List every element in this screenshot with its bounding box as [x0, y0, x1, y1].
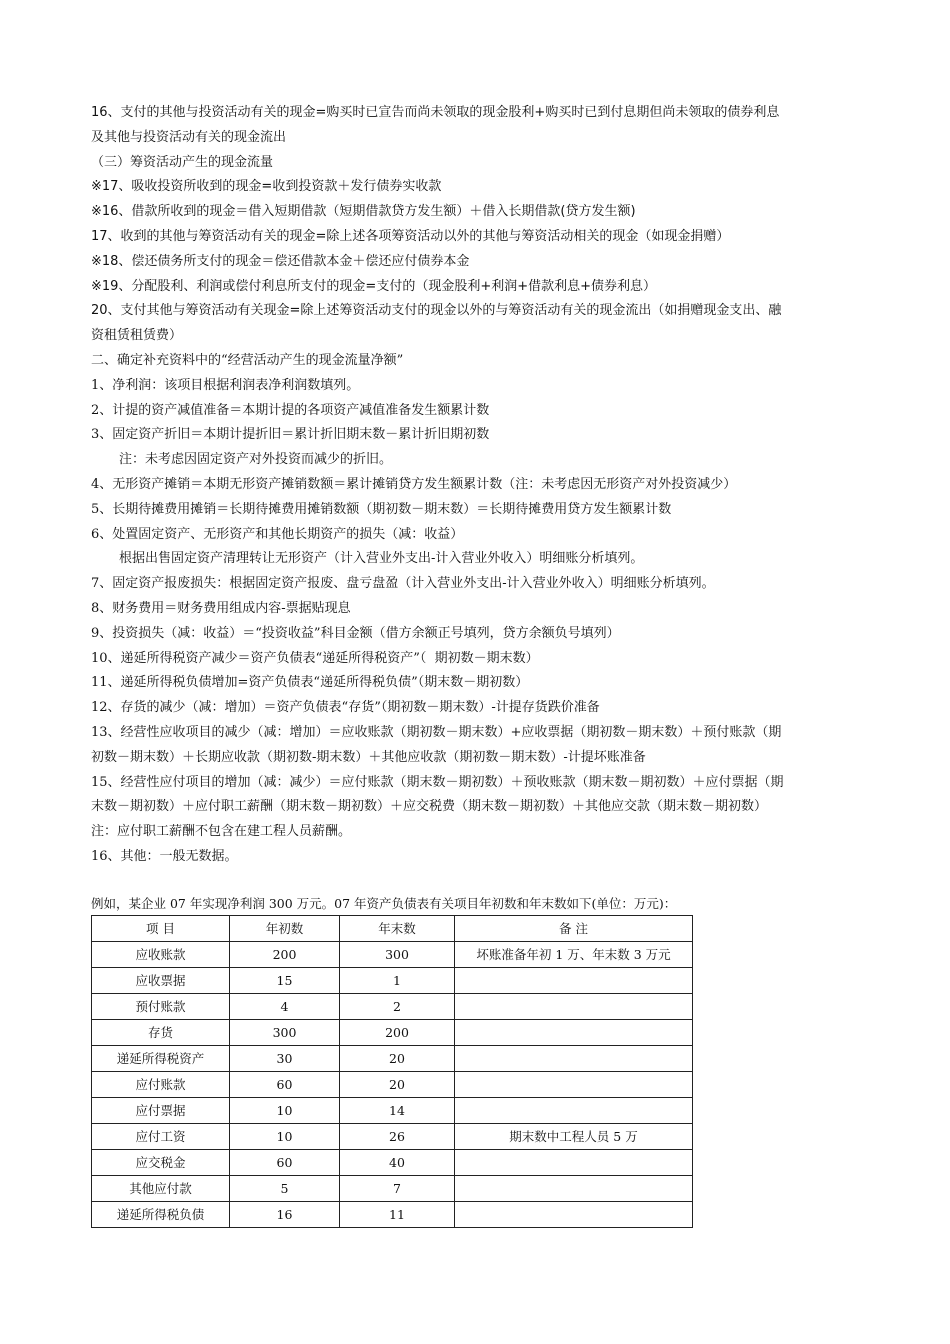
- cell-closing: 20: [340, 1071, 455, 1097]
- table-row: [92, 1019, 693, 1045]
- cell-remark: [455, 993, 693, 1019]
- text-line: ※18、偿还债务所支付的现金＝偿还借款本金＋偿还应付债券本金: [91, 253, 470, 269]
- table-row: [92, 1071, 693, 1097]
- table-body: [92, 941, 693, 1227]
- cell-opening: 60: [230, 1149, 340, 1175]
- cell-closing: 2: [340, 993, 455, 1019]
- example-intro: 例如，某企业 07 年实现净利润 300 万元。07 年资产负债表有关项目年初数和年末数如下(单位：万元)：: [91, 895, 677, 911]
- text-line: 3、固定资产折旧＝本期计提折旧＝累计折旧期末数－累计折旧期初数: [91, 427, 490, 443]
- document-page: [91, 101, 866, 1228]
- text-line: 1、净利润：该项目根据利润表净利润数填列。: [91, 377, 360, 393]
- table-header-row: [92, 915, 693, 941]
- text-line: 20、支付其他与筹资活动有关现金=除上述筹资活动支付的现金以外的与筹资活动有关的现金流出（如捐赠现金支出、融: [91, 303, 782, 319]
- text-line: 6、处置固定资产、无形资产和其他长期资产的损失（减：收益）: [91, 526, 464, 542]
- text-line: 2、计提的资产减值准备＝本期计提的各项资产减值准备发生额累计数: [91, 402, 490, 418]
- cell-item: 应付票据: [92, 1097, 230, 1123]
- cell-closing: 7: [340, 1175, 455, 1201]
- cell-item: 应付账款: [92, 1071, 230, 1097]
- cell-closing: 11: [340, 1201, 455, 1227]
- text-line: ※19、分配股利、利润或偿付利息所支付的现金=支付的（现金股利+利润+借款利息+债券利息）: [91, 278, 657, 294]
- header-closing: 年末数: [340, 915, 455, 941]
- balance-sheet-table: [91, 915, 693, 1228]
- text-line: 10、递延所得税资产减少＝资产负债表“递延所得税资产”（ 期初数－期末数）: [91, 650, 539, 666]
- text-line: 末数－期初数）＋应付职工薪酬（期末数－期初数）＋应交税费（期末数－期初数）＋其他应交款（期末数－期初数）: [91, 799, 768, 815]
- text-line: （三）筹资活动产生的现金流量: [91, 154, 274, 170]
- cell-remark: [455, 1045, 693, 1071]
- text-line: 注：未考虑因固定资产对外投资而减少的折旧。: [119, 452, 393, 468]
- cell-opening: 60: [230, 1071, 340, 1097]
- cell-remark: [455, 1201, 693, 1227]
- table-row: [92, 941, 693, 967]
- table-row: [92, 1045, 693, 1071]
- spacer: [91, 870, 866, 892]
- cell-item: 应付工资: [92, 1123, 230, 1149]
- cell-item: 递延所得税资产: [92, 1045, 230, 1071]
- cell-opening: 15: [230, 967, 340, 993]
- text-line: 13、经营性应收项目的减少（减：增加）＝应收账款（期初数－期末数）+应收票据（期初数－期末数）＋预付账款（期: [91, 724, 782, 740]
- text-line: 8、财务费用＝财务费用组成内容-票据贴现息: [91, 600, 351, 616]
- table-row: [92, 1149, 693, 1175]
- cell-closing: 14: [340, 1097, 455, 1123]
- table-row: [92, 1097, 693, 1123]
- cell-item: 应收票据: [92, 967, 230, 993]
- cell-opening: 200: [230, 941, 340, 967]
- cell-opening: 5: [230, 1175, 340, 1201]
- header-opening: 年初数: [230, 915, 340, 941]
- text-line: 12、存货的减少（减：增加）＝资产负债表“存货”（期初数－期末数）-计提存货跌价准备: [91, 700, 600, 716]
- text-line: 及其他与投资活动有关的现金流出: [91, 129, 287, 145]
- header-item: 项 目: [92, 915, 230, 941]
- table-row: [92, 967, 693, 993]
- text-line: ※17、吸收投资所收到的现金=收到投资款＋发行债券实收款: [91, 179, 442, 195]
- table-row: [92, 993, 693, 1019]
- cell-opening: 300: [230, 1019, 340, 1045]
- cell-remark: [455, 1175, 693, 1201]
- cell-closing: 300: [340, 941, 455, 967]
- cell-closing: 200: [340, 1019, 455, 1045]
- cell-item: 其他应付款: [92, 1175, 230, 1201]
- text-line: 根据出售固定资产清理转让无形资产（计入营业外支出-计入营业外收入）明细账分析填列。: [119, 551, 644, 567]
- text-line: 注：应付职工薪酬不包含在建工程人员薪酬。: [91, 824, 352, 840]
- text-line: 15、经营性应付项目的增加（减：减少）＝应付账款（期末数－期初数）＋预收账款（期末数－期初数）＋应付票据（期: [91, 774, 784, 790]
- cell-remark: [455, 967, 693, 993]
- text-line: 7、固定资产报废损失：根据固定资产报废、盘亏盘盈（计入营业外支出-计入营业外收入）明细账分析填列。: [91, 576, 715, 592]
- cell-closing: 20: [340, 1045, 455, 1071]
- text-line: 5、长期待摊费用摊销＝长期待摊费用摊销数额（期初数－期末数）＝长期待摊费用贷方发生额累计数: [91, 501, 672, 517]
- cell-opening: 10: [230, 1097, 340, 1123]
- text-line: 初数－期末数）＋长期应收款（期初数-期末数）＋其他应收款（期初数－期末数）-计提坏账准备: [91, 749, 646, 765]
- text-line: 16、支付的其他与投资活动有关的现金=购买时已宣告而尚未领取的现金股利+购买时已到付息期但尚未领取的债券利息: [91, 105, 780, 120]
- cell-closing: 1: [340, 967, 455, 993]
- cell-remark: [455, 1097, 693, 1123]
- cell-opening: 10: [230, 1123, 340, 1149]
- cell-remark: 期末数中工程人员 5 万: [455, 1123, 693, 1149]
- cell-opening: 4: [230, 993, 340, 1019]
- text-line: 4、无形资产摊销＝本期无形资产摊销数额＝累计摊销贷方发生额累计数（注：未考虑因无形资产对外投资减少）: [91, 476, 737, 492]
- cell-remark: [455, 1019, 693, 1045]
- cell-remark: 坏账准备年初 1 万、年末数 3 万元: [455, 941, 693, 967]
- table-row: [92, 1175, 693, 1201]
- cell-item: 递延所得税负债: [92, 1201, 230, 1227]
- cell-item: 应交税金: [92, 1149, 230, 1175]
- text-line: 资租赁租赁费）: [91, 328, 183, 344]
- text-line: 9、投资损失（减：收益）＝“投资收益”科目金额（借方余额正号填列，贷方余额负号填列）: [91, 625, 620, 641]
- cell-closing: 26: [340, 1123, 455, 1149]
- cell-item: 存货: [92, 1019, 230, 1045]
- text-line: 11、递延所得税负债增加=资产负债表“递延所得税负债”（期末数－期初数）: [91, 675, 529, 691]
- cell-item: 应收账款: [92, 941, 230, 967]
- cell-item: 预付账款: [92, 993, 230, 1019]
- text-line: 17、收到的其他与筹资活动有关的现金=除上述各项筹资活动以外的其他与筹资活动相关的现金（如现金捐赠）: [91, 228, 730, 244]
- text-body: [91, 101, 866, 870]
- cell-remark: [455, 1149, 693, 1175]
- cell-closing: 40: [340, 1149, 455, 1175]
- text-line: 二、确定补充资料中的“经营活动产生的现金流量净额”: [91, 352, 404, 368]
- table-row: [92, 1201, 693, 1227]
- header-remark: 备 注: [455, 915, 693, 941]
- cell-remark: [455, 1071, 693, 1097]
- text-line: 16、其他：一般无数据。: [91, 848, 238, 864]
- cell-opening: 30: [230, 1045, 340, 1071]
- text-line: ※16、借款所收到的现金＝借入短期借款（短期借款贷方发生额）＋借入长期借款(贷方发生额): [91, 204, 636, 220]
- cell-opening: 16: [230, 1201, 340, 1227]
- table-row: [92, 1123, 693, 1149]
